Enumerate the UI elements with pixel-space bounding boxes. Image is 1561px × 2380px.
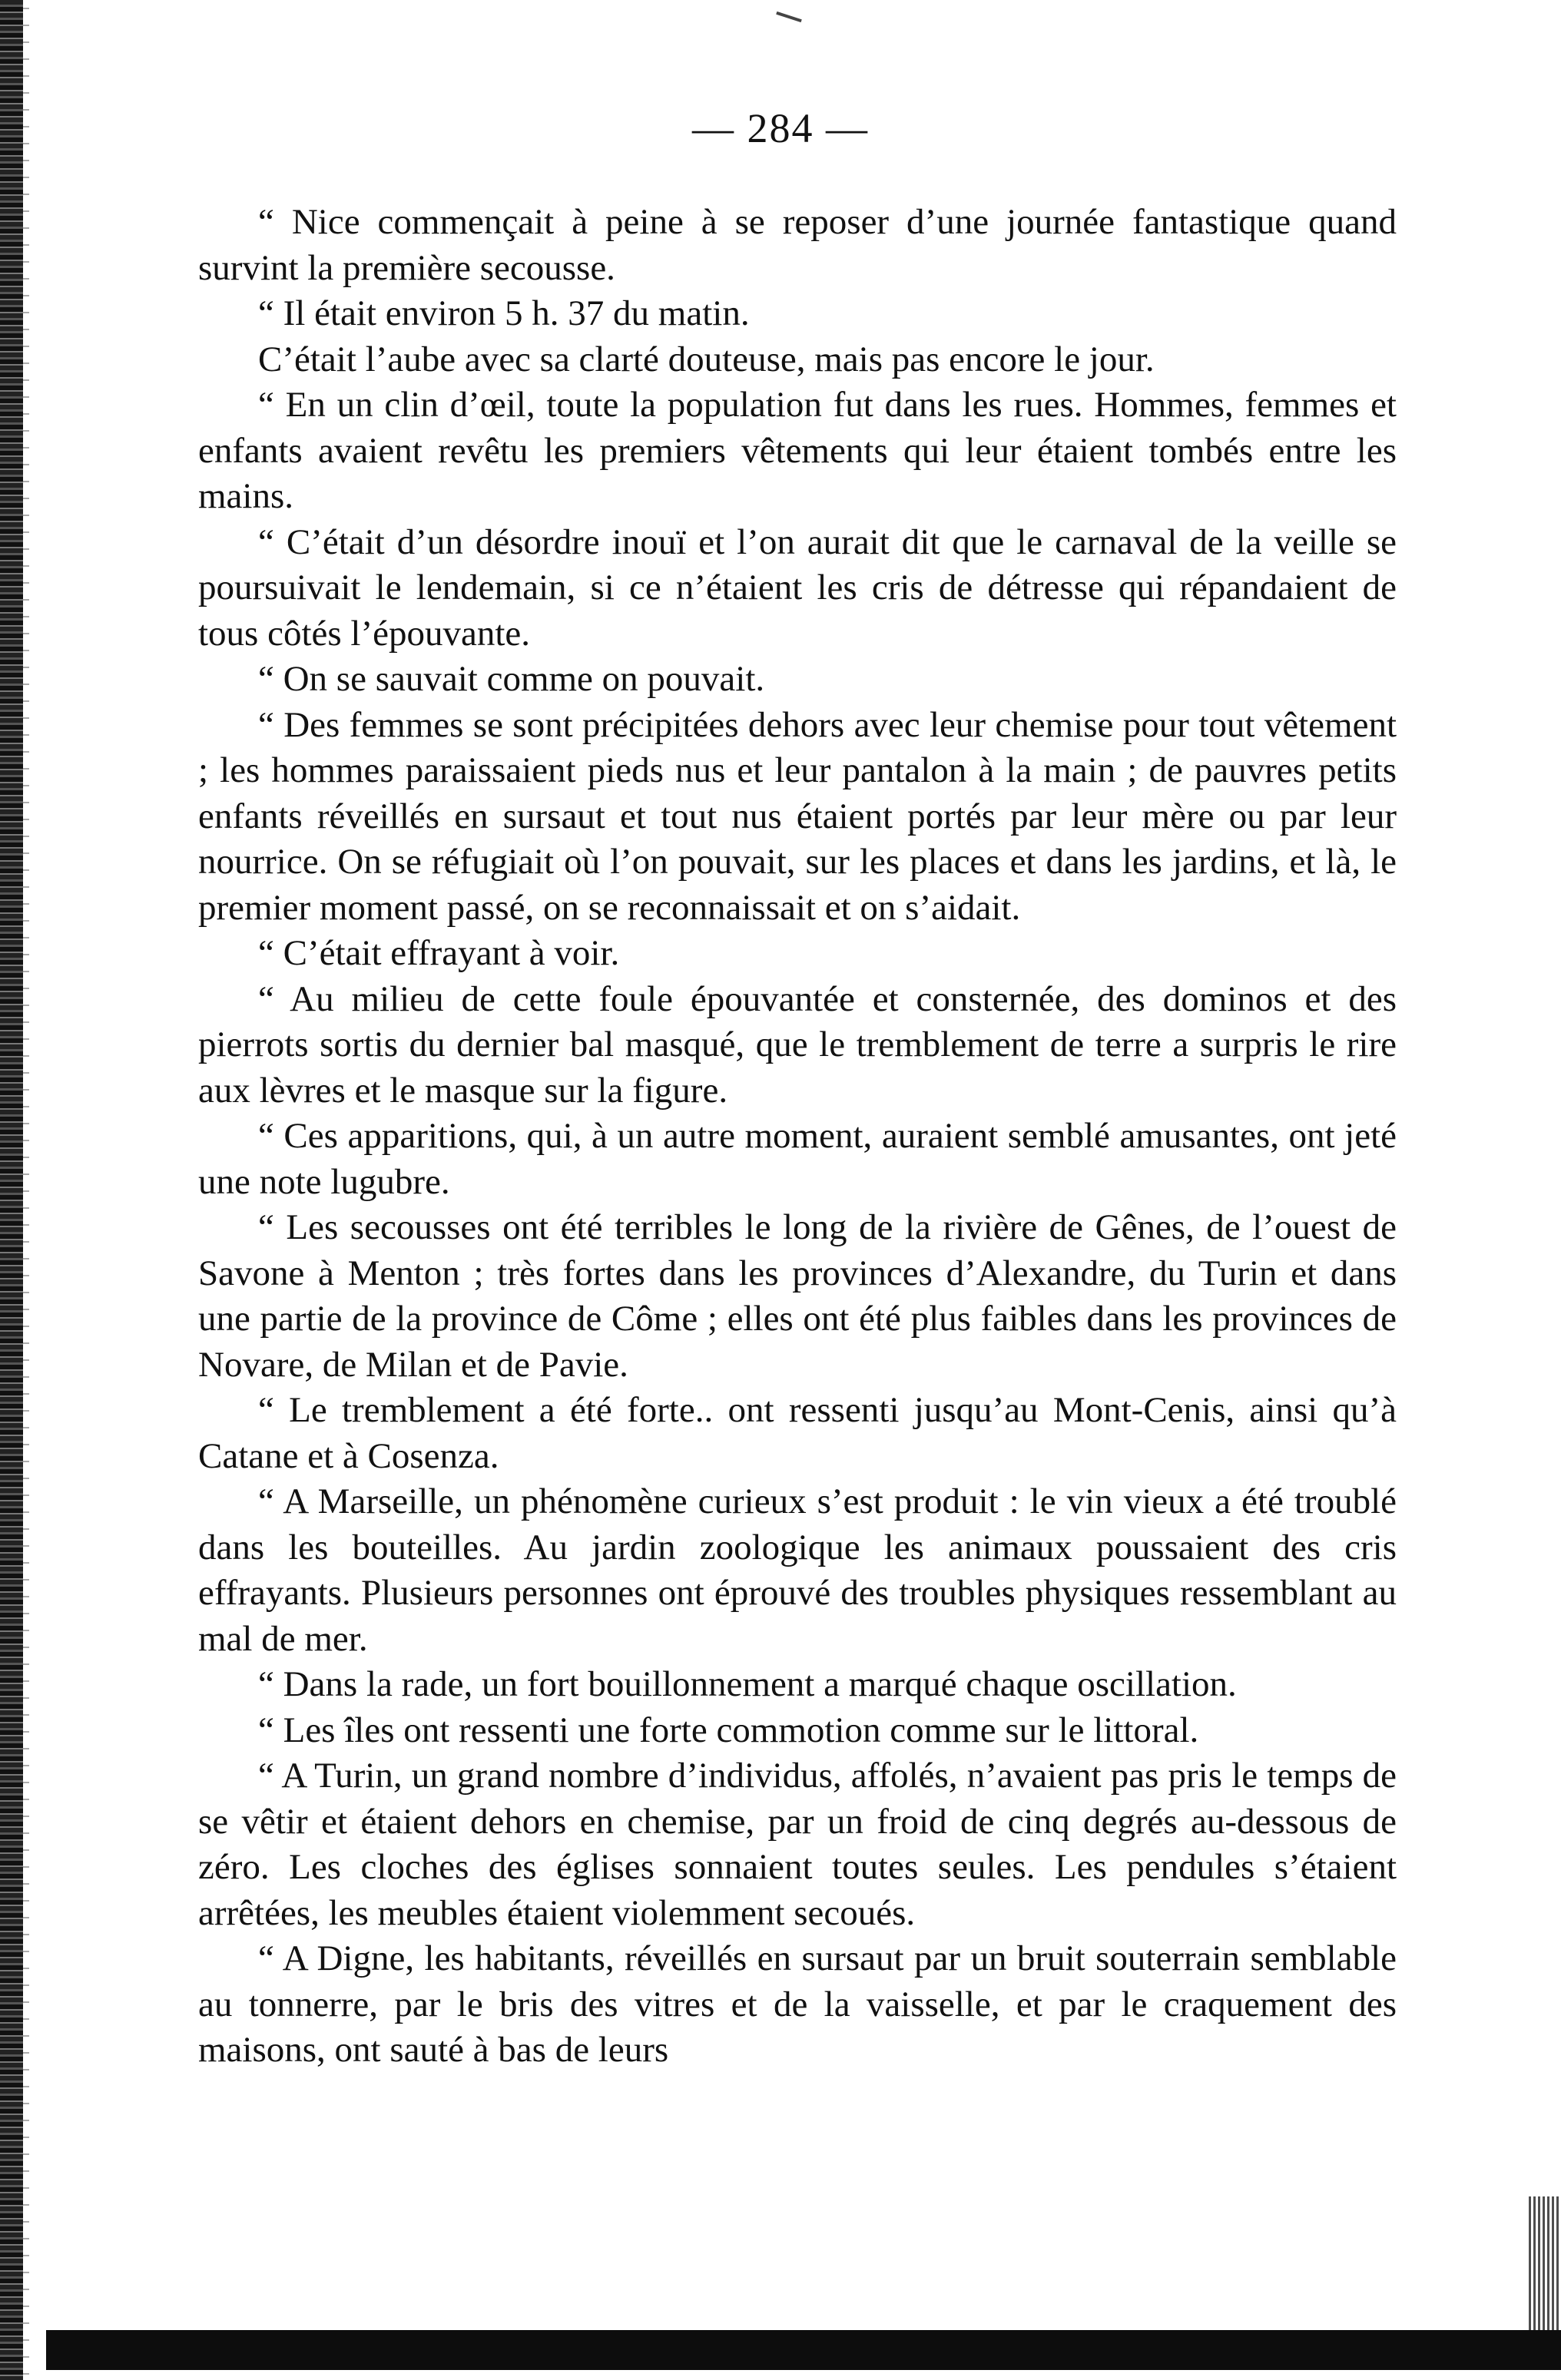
paragraph: “ A Marseille, un phénomène curieux s’est produit : le vin vieux a été troublé dans les bouteilles. Au jardin zoologique les animaux poussaient des cris effrayants. Plusieurs personnes ont éprouvé des troubles physiques ressemblant au mal de mer. [198, 1481, 1397, 1659]
paragraph: “ On se sauvait comme on pouvait. [258, 659, 765, 699]
body-text [198, 200, 1397, 2074]
paragraph: “ En un clin d’œil, toute la population fut dans les rues. Hommes, femmes et enfants avaient revêtu les premiers vêtements qui leur étaient tombés entre les mains. [198, 385, 1397, 516]
scan-mark [776, 12, 802, 22]
paragraph: “ Dans la rade, un fort bouillonnement a marqué chaque oscillation. [258, 1664, 1237, 1704]
page-edge-right [1529, 2196, 1561, 2331]
paragraph: “ C’était effrayant à voir. [258, 933, 620, 973]
paragraph: “ Les secousses ont été terribles le long de la rivière de Gênes, de l’ouest de Savone à Menton ; très fortes dans les provinces d’Alexandre, du Turin et dans une partie de la province de Côme ; elles ont été plus faibles dans les provinces de Novare, de Milan et de Pavie. [198, 1207, 1397, 1385]
page-number: — 284 — [692, 105, 869, 151]
paragraph: “ Nice commençait à peine à se reposer d’une journée fantastique quand survint la première secousse. [198, 202, 1397, 288]
paragraph: “ Il était environ 5 h. 37 du matin. [258, 293, 750, 333]
binding-speckle [23, 0, 29, 2380]
paragraph: “ Le tremblement a été forte.. ont ressenti jusqu’au Mont-Cenis, ainsi qu’à Catane et à Cosenza. [198, 1390, 1397, 1476]
paragraph: “ Des femmes se sont précipitées dehors avec leur chemise pour tout vêtement ; les hommes paraissaient pieds nus et leur pantalon à la main ; de pauvres petits enfants réveillés en sursaut et tout nus étaient portés par leur mère ou par leur nourrice. On se réfugiait où l’on pouvait, sur les places et dans les jardins, et là, le premier moment passé, on se reconnaissait et on s’aidait. [198, 704, 1397, 928]
paragraph: “ Ces apparitions, qui, à un autre moment, auraient semblé amusantes, ont jeté une note lugubre. [198, 1116, 1397, 1202]
paragraph: “ A Digne, les habitants, réveillés en sursaut par un bruit souterrain semblable au tonnerre, par le bris des vitres et de la vaisselle, et par le craquement des maisons, ont sauté à bas de leurs [198, 1938, 1397, 2070]
paragraph: “ Au milieu de cette foule épouvantée et consternée, des dominos et des pierrots sortis du dernier bal masqué, que le tremblement de terre a surpris le rire aux lèvres et le masque sur la figure. [198, 978, 1397, 1111]
binding-edge [0, 0, 23, 2380]
paragraph: “ C’était d’un désordre inouï et l’on aurait dit que le carnaval de la veille se poursuivait le lendemain, si ce n’étaient les cris de détresse qui répandaient de tous côtés l’épouvante. [198, 521, 1397, 654]
paragraph: C’était l’aube avec sa clarté douteuse, mais pas encore le jour. [258, 339, 1155, 379]
scan-bottom-edge [46, 2330, 1561, 2370]
paragraph: “ Les îles ont ressenti une forte commotion comme sur le littoral. [258, 1710, 1199, 1750]
paragraph: “ A Turin, un grand nombre d’individus, affolés, n’avaient pas pris le temps de se vêtir et étaient dehors en chemise, par un froid de cinq degrés au-dessous de zéro. Les cloches des églises sonnaient toutes seules. Les pendules s’étaient arrêtées, les meubles étaient violemment secoués. [198, 1756, 1397, 1933]
